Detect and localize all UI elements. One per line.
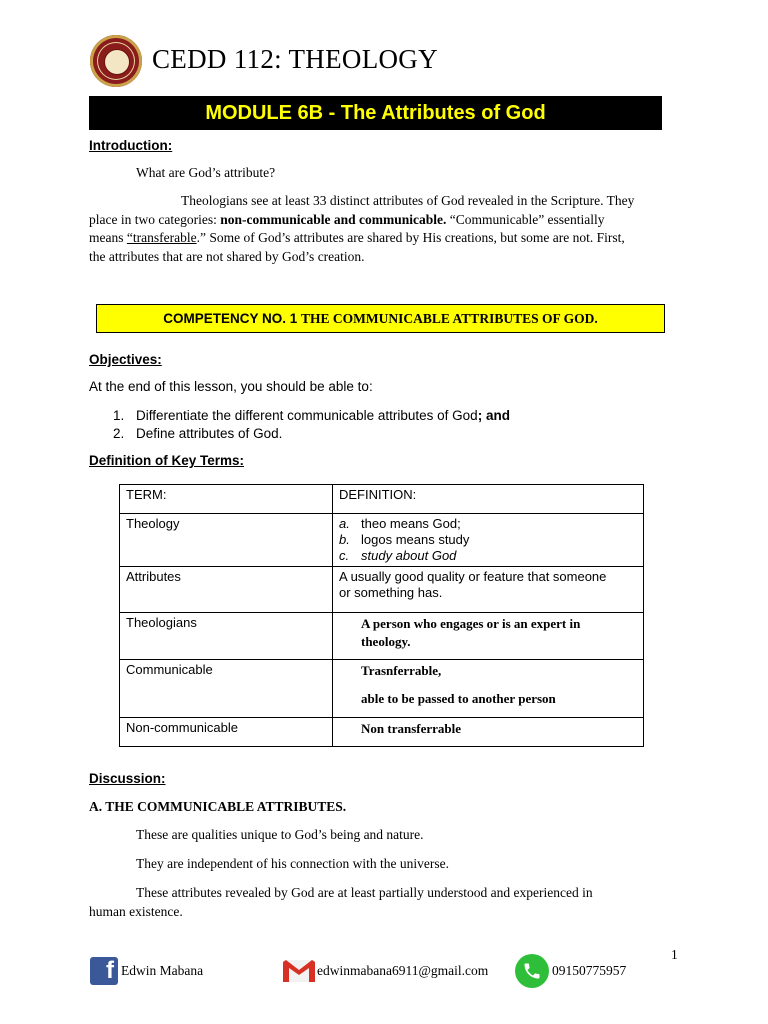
intro-question: What are God’s attribute? — [136, 165, 276, 180]
column-header-definition: DEFINITION: — [333, 485, 644, 514]
table-row — [120, 718, 644, 747]
definition-cell: A person who engages or is an expert in theology. — [333, 613, 644, 660]
column-header-term: TERM: — [120, 485, 333, 514]
discussion-paragraph-2: They are independent of his connection with the universe. — [136, 856, 450, 871]
table-row — [120, 514, 644, 567]
key-terms-heading: Definition of Key Terms: — [89, 453, 245, 468]
discussion-paragraph-3: These attributes revealed by God are at least partially understood and experienced in human existence. — [89, 885, 593, 919]
term-cell: Communicable — [120, 660, 333, 718]
intro-paragraph — [89, 192, 689, 266]
table-header-row — [120, 485, 644, 514]
discussion-heading: Discussion: — [89, 771, 166, 786]
objectives-list — [113, 407, 510, 443]
page-number: 1 — [671, 947, 678, 962]
competency-label: COMPETENCY NO. 1 — [163, 311, 302, 326]
intro-line-3: means “transferable.” Some of God’s attributes are shared by His creations, but some are not. First, — [89, 230, 625, 245]
discussion-subheading: A. THE COMMUNICABLE ATTRIBUTES. — [89, 799, 347, 814]
email-address: edwinmabana6911@gmail.com — [317, 963, 489, 978]
intro-line-1: Theologians see at least 33 distinct attributes of God revealed in the Scripture. They — [181, 193, 635, 208]
term-cell: Non-communicable — [120, 718, 333, 747]
phone-icon — [515, 954, 549, 988]
key-terms-table — [119, 484, 644, 747]
term-cell: Theologians — [120, 613, 333, 660]
introduction-heading: Introduction: — [89, 138, 173, 153]
phone-number: 09150775957 — [552, 963, 627, 978]
facebook-contact[interactable] — [90, 954, 203, 988]
competency-title: THE COMMUNICABLE ATTRIBUTES OF GOD. — [301, 310, 598, 326]
term-cell: Attributes — [120, 567, 333, 613]
module-title: MODULE 6B - The Attributes of God — [205, 101, 546, 124]
definition-cell: a. theo means God; b. logos means study c. study about God — [333, 514, 644, 567]
email-contact[interactable] — [282, 954, 488, 988]
facebook-name: Edwin Mabana — [121, 963, 204, 978]
definition-cell: Trasnferrable, able to be passed to another person — [333, 660, 644, 718]
definition-cell: Non transferrable — [333, 718, 644, 747]
facebook-icon: f — [90, 957, 118, 985]
table-row — [120, 660, 644, 718]
table-row — [120, 613, 644, 660]
list-item: 1. Differentiate the different communicable attributes of God; and — [113, 408, 510, 423]
course-title: CEDD 112: THEOLOGY — [152, 44, 438, 74]
intro-line-4: the attributes that are not shared by God’s creation. — [89, 248, 365, 264]
objectives-heading: Objectives: — [89, 352, 162, 367]
competency-box — [96, 304, 665, 333]
definition-cell: A usually good quality or feature that someone or something has. — [333, 567, 644, 613]
school-seal-logo — [90, 35, 142, 87]
gmail-icon — [282, 958, 316, 984]
module-title-bar — [89, 96, 662, 130]
table-row — [120, 567, 644, 613]
discussion-paragraph-1: These are qualities unique to God’s being and nature. — [136, 827, 424, 842]
objectives-intro: At the end of this lesson, you should be able to: — [89, 379, 373, 394]
intro-line-2: place in two categories: non-communicable and communicable. “Communicable” essentially — [89, 211, 605, 227]
phone-contact[interactable] — [515, 954, 626, 988]
term-cell: Theology — [120, 514, 333, 567]
list-item: 2. Define attributes of God. — [113, 426, 283, 441]
